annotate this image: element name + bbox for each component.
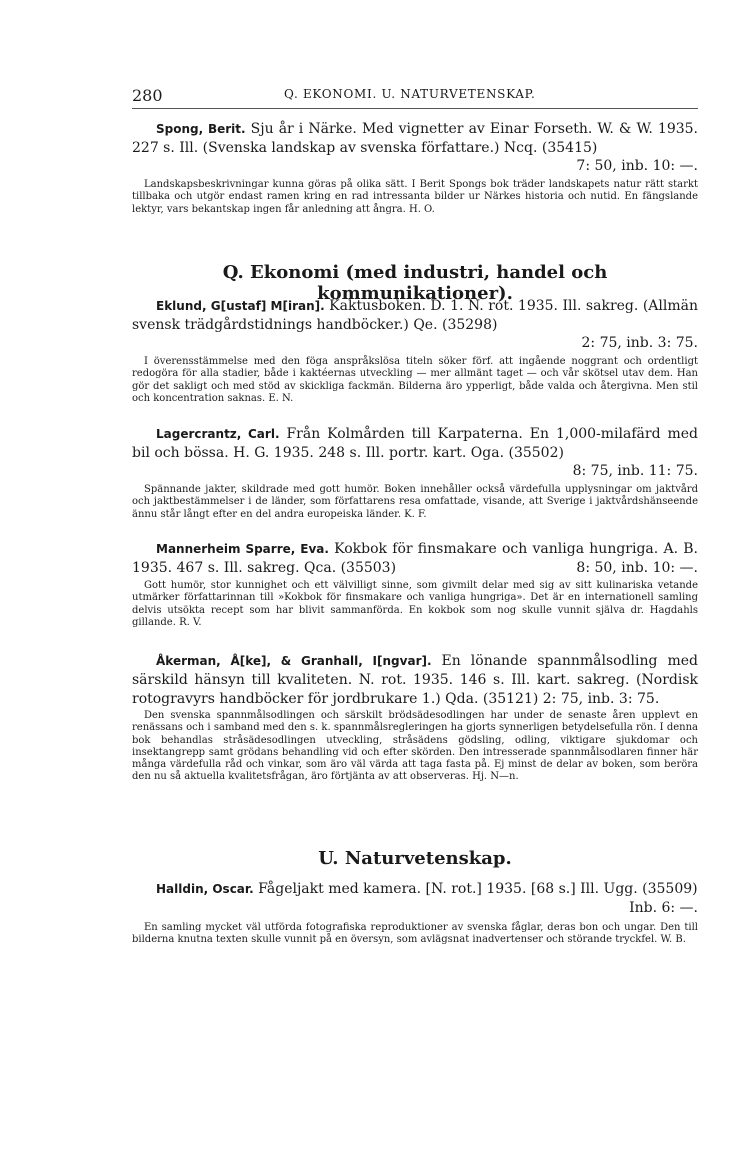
entry-author: Halldin, Oscar. <box>156 882 254 896</box>
entry-review: Den svenska spannmålsodlingen och särskilt brödsädesodlingen har under de senaste åren upplevt en renässans och i samband med den s. k. spannmålsregleringen ha gjorts synnerligen betydelsefulla rön. I denna bok behandlas stråsädesodlingen utveckling, stråsädens gödsling, odling, viktigare sjukdomar och insektangrepp samt grödans behandling vid och efter skörden. Den intresserade spannmålsodlaren finner här många värdefulla råd och vinkar, som äro väl värda att taga fasta på. Ej minst de delar av boken, som berörа den nu så aktuella kvalitetsfrågan, äro förtjänta av att observeras. Hj. N—n. <box>132 710 698 783</box>
entry-price: 8: 50, inb. 10: —. <box>576 560 698 576</box>
entry-author: Mannerheim Sparre, Eva. <box>156 542 329 556</box>
section-heading-q: Q. Ekonomi (med industri, handel och kommunikationer). <box>222 262 608 304</box>
entry-price: 2: 75, inb. 3: 75. <box>581 335 698 351</box>
entry-text: En lönande spannmålsodling med särskild hänsyn till kvaliteten. N. rot. 1935. 146 s. Ill. kart. sakreg. (Nordisk rotogravyrs handböcker för jordbrukare 1.) Qda. (35121) 2: 75, inb. 3: 75. <box>132 653 698 707</box>
entry-lagercrantz <box>132 425 698 463</box>
entry-author: Eklund, G[ustaf] M[iran]. <box>156 299 325 313</box>
entry-price: 7: 50, inb. 10: —. <box>576 158 698 174</box>
entry-price: Inb. 6: —. <box>629 900 698 916</box>
entry-review: Landskapsbeskrivningar kunna göras på olika sätt. I Berit Spongs bok träder landskapets natur rätt starkt tillbaka och utgör endast ramen kring en rad intressanta bilder ur Närkes historia och nutid. En fängslande lektyr, vars bekantskap ingen får anledning att ångra. H. O. <box>132 179 698 215</box>
entry-review: Spännande jakter, skildrade med gott humör. Boken innehåller också värdefulla upplysningar om jaktvård och jaktbestämmelser i de länder, som författarens resa omfattade, visande, att Sverige i jaktvårdshänseende ännu står långt efter en del andra europeiska länder. K. F. <box>132 484 698 520</box>
running-header <box>132 86 698 106</box>
entry-review: I överensstämmelse med den föga anspråkslösa titeln söker förf. att ingående noggrant och ordentligt redogöra för alla stadier, både i kaktéernas utveckling — mer allmänt taget — och vår skötsel utav dem. Han gör det sakligt och med stöd av skickliga fackmän. Bilderna äro ypperligt, både valda och återgivna. Men stil och koncentration saknas. E. N. <box>132 356 698 404</box>
entry-text: Sju år i Närke. Med vignetter av Einar Forseth. W. & W. 1935. 227 s. Ill. (Svenska landskap av svenska författare.) Ncq. (35415) <box>132 121 698 156</box>
entry-author: Spong, Berit. <box>156 122 246 136</box>
entry-price: 8: 75, inb. 11: 75. <box>572 463 698 479</box>
entry-text: Kaktusboken. D. 1. N. rot. 1935. Ill. sakreg. (Allmän svensk trädgårdstidnings handböcker.) Qe. (35298) <box>132 298 698 333</box>
entry-review: Gott humör, stor kunnighet och ett välvilligt sinne, som givmilt delar med sig av sitt kulinariska vetande utmärker författarinnan till »Kokbok för finsmakare och vanliga hungriga». Det är en internationell samling delvis utsökta recept som har blivit sammanförda. En kokbok som nog skulle vunnit själva dr. Hagdahls gillande. R. V. <box>132 580 698 628</box>
entry-author: Åkerman, Å[ke], & Granhall, I[ngvar]. <box>156 654 432 668</box>
entry-spong <box>132 120 698 158</box>
header-rule <box>132 108 698 109</box>
entry-eklund <box>132 297 698 335</box>
entry-text: Kokbok för finsmakare och vanliga hungriga. A. B. 1935. 467 s. Ill. sakreg. Qca. (35503) <box>132 541 698 576</box>
running-title: Q. EKONOMI. U. NATURVETENSKAP. <box>284 87 536 101</box>
entry-text: Från Kolmården till Karpaterna. En 1,000-milafärd med bil och bössa. H. G. 1935. 248 s. Ill. portr. kart. Oga. (35502) <box>132 426 698 461</box>
section-heading-u: U. Naturvetenskap. <box>318 848 512 869</box>
page-number: 280 <box>132 86 163 105</box>
entry-akerman-granhall <box>132 652 698 709</box>
entry-author: Lagercrantz, Carl. <box>156 427 280 441</box>
entry-text: Fågeljakt med kamera. [N. rot.] 1935. [68 s.] Ill. Ugg. (35509) <box>258 881 698 897</box>
entry-review: En samling mycket väl utförda fotografiska reproduktioner av svenska fåglar, deras bon och ungar. Den till bilderna knutna texten skulle vunnit på en översyn, som avlägsnat inadvertenser och störande tryckfel. W. B. <box>132 922 698 946</box>
entry-halldin <box>132 880 698 899</box>
